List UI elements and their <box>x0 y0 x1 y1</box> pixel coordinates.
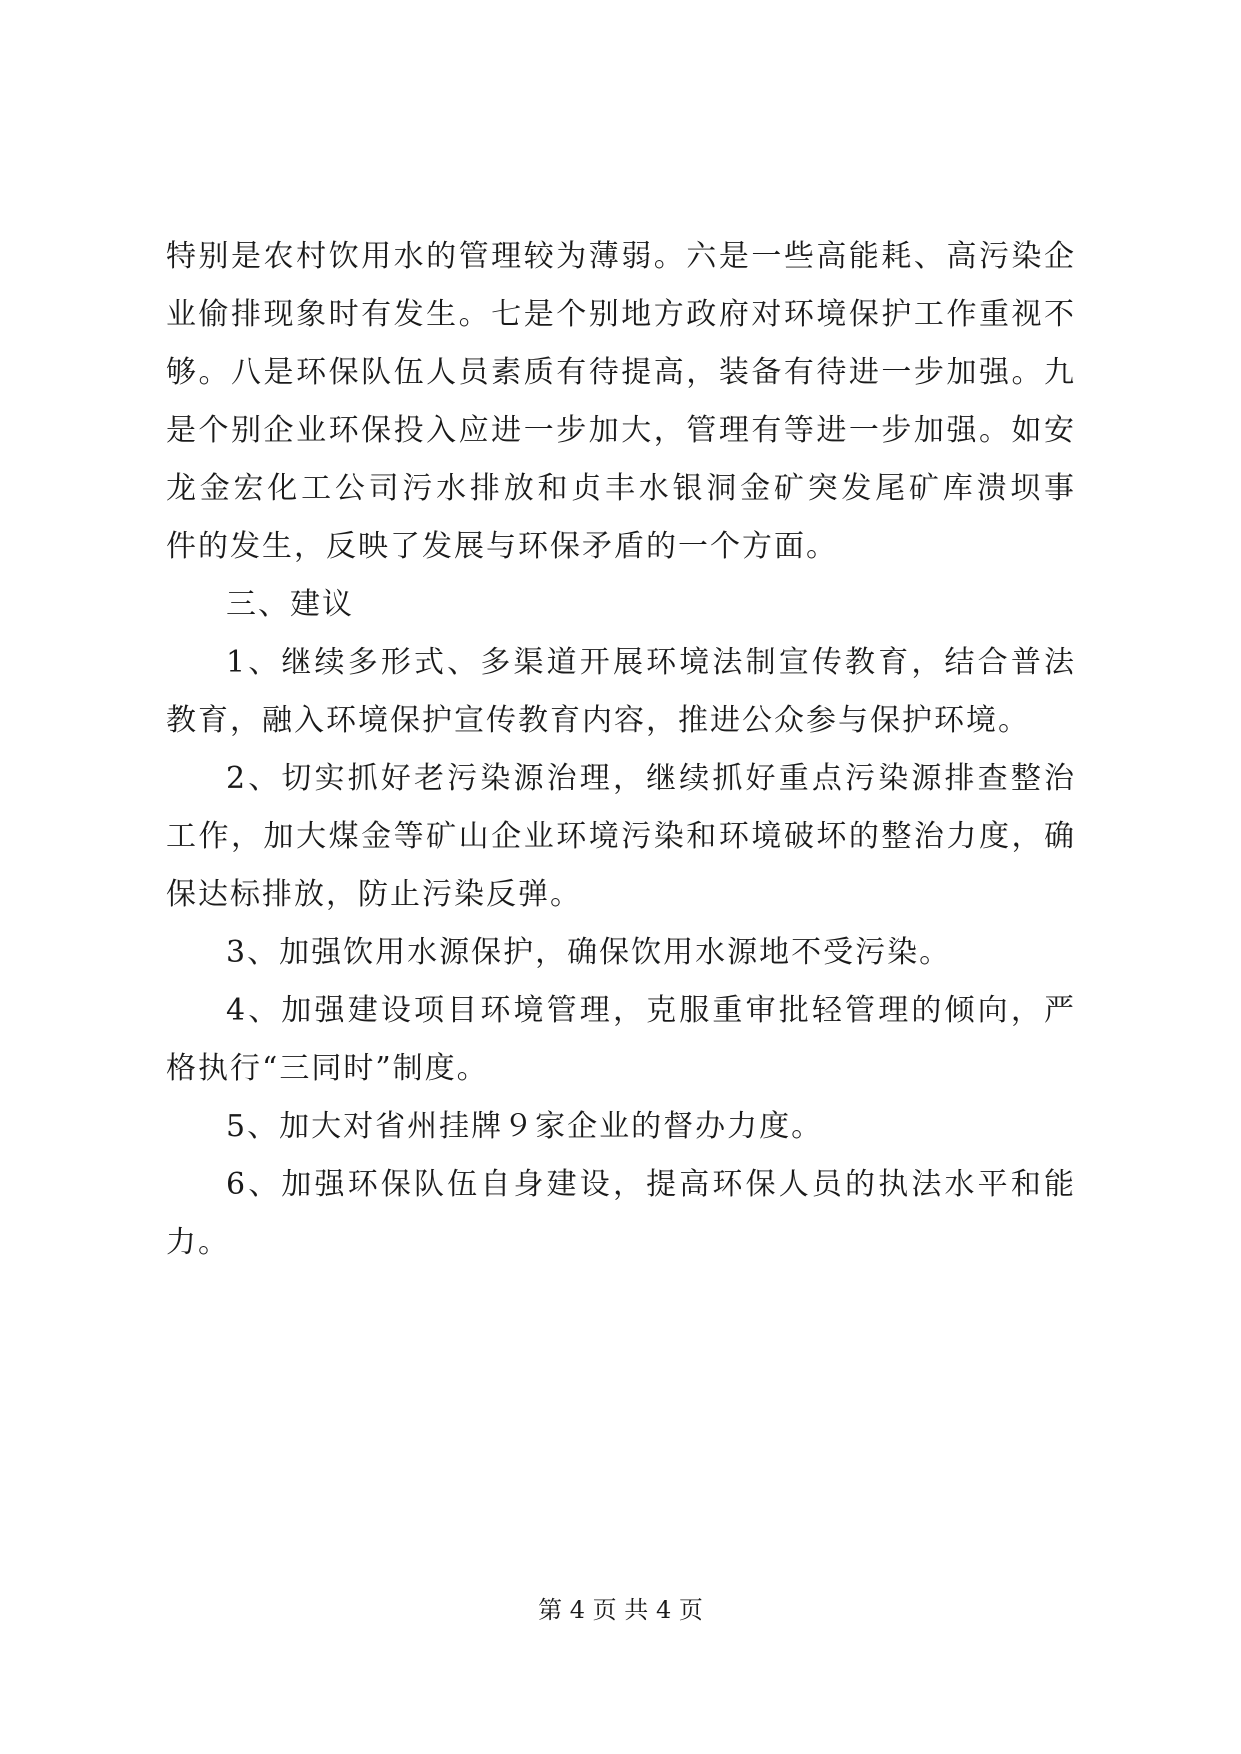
suggestion-line: 2、切实抓好老污染源治理，继续抓好重点污染源排查整治 <box>226 761 1076 796</box>
suggestion-line: 6、加强环保队伍自身建设，提高环保人员的执法水平和能 <box>226 1167 1076 1202</box>
body-line: 够。八是环保队伍人员素质有待提高，装备有待进一步加强。九 <box>166 355 1076 390</box>
suggestion-line: 1、继续多形式、多渠道开展环境法制宣传教育，结合普法 <box>226 645 1076 680</box>
suggestion-line: 格执行“三同时”制度。 <box>166 1051 489 1086</box>
suggestion-line: 力。 <box>166 1225 230 1260</box>
page-number-footer: 第 4 页 共 4 页 <box>538 1596 703 1624</box>
suggestion-line: 教育，融入环境保护宣传教育内容，推进公众参与保护环境。 <box>166 703 1030 738</box>
body-line: 是个别企业环保投入应进一步加大，管理有等进一步加强。如安 <box>166 413 1076 448</box>
document-body <box>166 228 1076 1272</box>
suggestion-line: 3、加强饮用水源保护，确保饮用水源地不受污染。 <box>226 935 952 970</box>
suggestion-line: 工作，加大煤金等矿山企业环境污染和环境破坏的整治力度，确 <box>166 819 1076 854</box>
body-line: 龙金宏化工公司污水排放和贞丰水银洞金矿突发尾矿库溃坝事 <box>166 471 1076 506</box>
body-line: 业偷排现象时有发生。七是个别地方政府对环境保护工作重视不 <box>166 297 1076 332</box>
suggestion-line: 4、加强建设项目环境管理，克服重审批轻管理的倾向，严 <box>226 993 1076 1028</box>
section-heading: 三、建议 <box>226 587 354 622</box>
body-line: 特别是农村饮用水的管理较为薄弱。六是一些高能耗、高污染企 <box>166 239 1076 274</box>
body-line: 件的发生，反映了发展与环保矛盾的一个方面。 <box>166 529 838 564</box>
suggestion-line: 保达标排放，防止污染反弹。 <box>166 877 582 912</box>
suggestion-line: 5、加大对省州挂牌９家企业的督办力度。 <box>226 1109 824 1144</box>
